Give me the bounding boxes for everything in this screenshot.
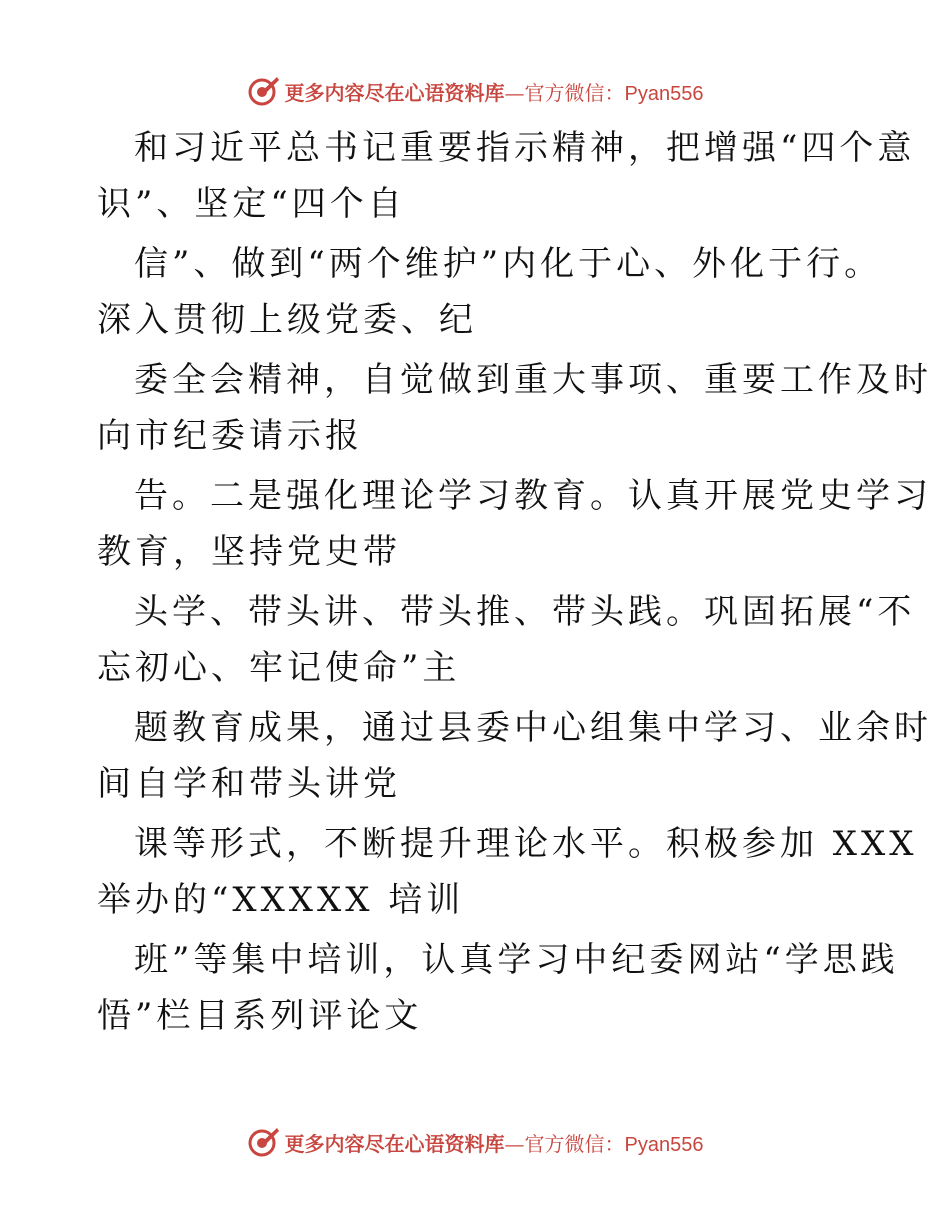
text-line: 教育，坚持党史带 [97,532,401,572]
text-line: 委全会精神，自觉做到重大事项、重要工作及时 [134,360,932,400]
text-line: 头学、带头讲、带头推、带头践。巩固拓展“不 [134,592,916,632]
text-line: 悟”栏目系列评论文 [97,996,423,1036]
text-line: 忘初心、牢记使命”主 [97,648,461,688]
header-sep: — [504,80,525,105]
footer-handle: Pyan556 [624,1133,704,1156]
text-line: 和习近平总书记重要指示精神，把增强“四个意 [134,128,916,168]
pen-logo-icon [247,1125,281,1159]
header-wechat-label: 官方微信： [524,80,625,105]
pen-logo-icon [247,74,281,108]
footer-sep: — [504,1131,525,1156]
footer-wechat-label: 官方微信： [524,1131,625,1156]
text-line: 间自学和带头讲党 [97,764,401,804]
text-line: 识”、坚定“四个自 [97,184,406,224]
header-text [285,77,704,106]
header-banner [0,71,950,111]
text-line: 信”、做到“两个维护”内化于心、外化于行。 [134,244,883,284]
text-line: 告。二是强化理论学习教育。认真开展党史学习 [134,476,932,516]
footer-banner [0,1122,950,1162]
text-line: 举办的“XXXXX 培训 [97,880,465,920]
text-line: 班”等集中培训，认真学习中纪委网站“学思践 [134,940,899,980]
text-line: 课等形式，不断提升理论水平。积极参加 XXX [134,824,918,864]
footer-text [285,1128,704,1157]
text-line: 深入贯彻上级党委、纪 [97,300,477,340]
header-main: 更多内容尽在心语资料库 [284,80,505,105]
text-line: 题教育成果，通过县委中心组集中学习、业余时 [134,708,932,748]
footer-main: 更多内容尽在心语资料库 [284,1131,505,1156]
header-handle: Pyan556 [624,82,704,105]
text-line: 向市纪委请示报 [97,416,363,456]
